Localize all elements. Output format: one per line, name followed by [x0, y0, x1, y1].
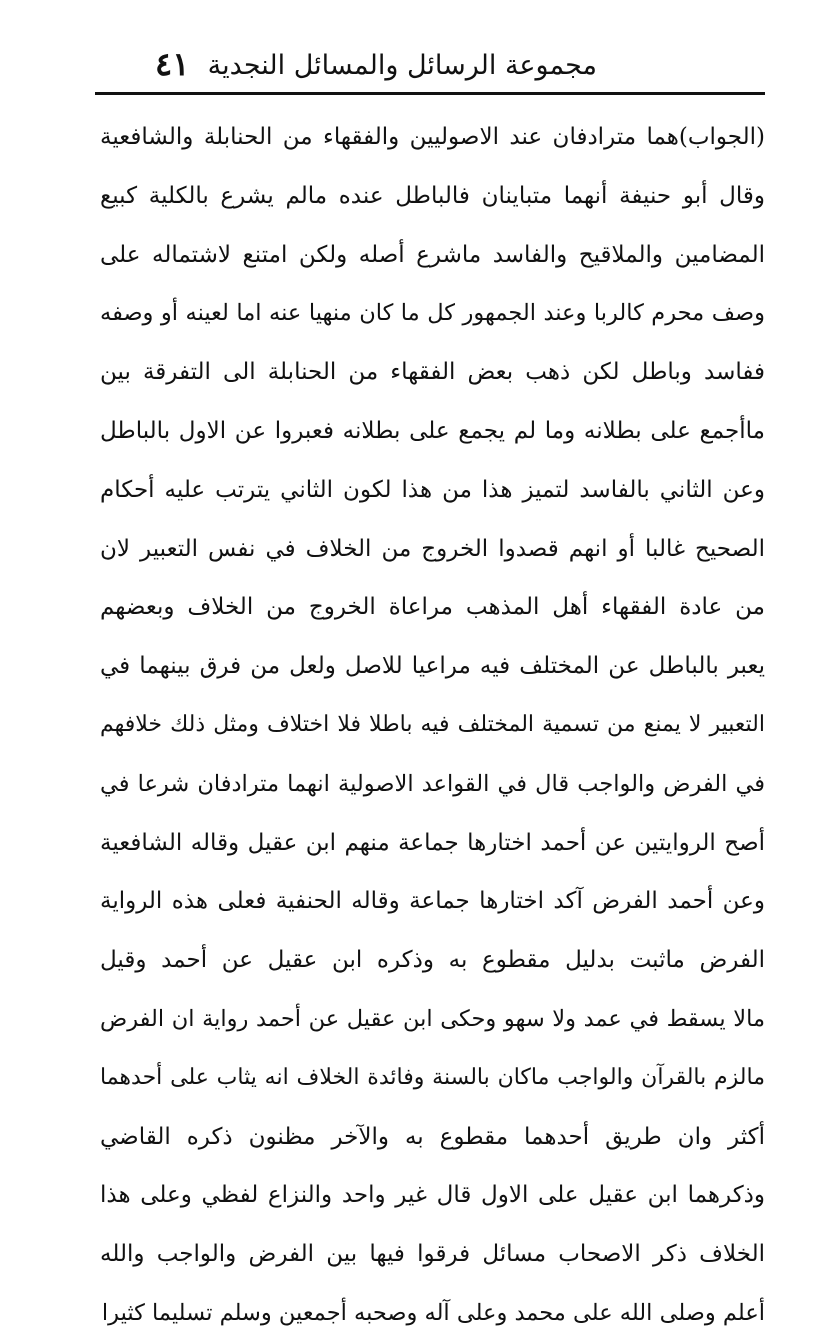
text-line-17: مالزم بالقرآن والواجب ماكان بالسنة وفائدة الخلاف انه يثاب على أحدهما: [100, 1064, 765, 1090]
text-line-10: يعبر بالباطل عن المختلف فيه مراعيا للاصل ولعل من فرق بينهما في: [100, 653, 765, 680]
text-line-16: مالا يسقط في عمد ولا سهو وحكى ابن عقيل عن أحمد رواية ان الفرض: [100, 1005, 765, 1032]
text-line-4: وصف محرم كالربا وعند الجمهور كل ما كان منهيا عنه اما لعينه أو وصفه: [100, 300, 765, 327]
text-line-12: في الفرض والواجب قال في القواعد الاصولية انهما مترادفان شرعا في: [100, 770, 765, 797]
text-line-1: (الجواب)هما مترادفان عند الاصوليين والفقهاء من الحنابلة والشافعية: [100, 124, 765, 150]
text-line-13: أصح الروايتين عن أحمد اختارها جماعة منهم ابن عقيل وقاله الشافعية: [100, 829, 765, 856]
text-line-11: التعبير لا يمنع من تسمية المختلف فيه باطلا فلا اختلاف ومثل ذلك خلافهم: [100, 711, 765, 737]
text-line-19: وذكرهما ابن عقيل على الاول قال غير واحد والنزاع لفظي وعلى هذا: [100, 1182, 765, 1209]
text-line-3: المضامين والملاقيح والفاسد ماشرع أصله ولكن امتنع لاشتماله على: [100, 241, 765, 268]
text-line-21: أعلم وصلى الله على محمد وعلى آله وصحبه أجمعين وسلم تسليما كثيرا: [101, 1299, 765, 1326]
text-line-14: وعن أحمد الفرض آكد اختارها جماعة وقاله الحنفية فعلى هذه الرواية: [100, 888, 765, 915]
running-title: مجموعة الرسائل والمسائل النجدية: [207, 50, 597, 81]
text-line-9: من عادة الفقهاء أهل المذهب مراعاة الخروج من الخلاف وبعضهم: [100, 594, 765, 621]
text-line-7: وعن الثاني بالفاسد لتميز هذا من هذا لكون الثاني يترتب عليه أحكام: [100, 476, 765, 503]
text-line-15: الفرض ماثبت بدليل مقطوع به وذكره ابن عقيل عن أحمد وقيل: [100, 947, 765, 974]
text-line-6: ماأجمع على بطلانه وما لم يجمع على بطلانه فعبروا عن الاول بالباطل: [100, 417, 765, 444]
text-line-2: وقال أبو حنيفة أنهما متباينان فالباطل عنده مالم يشرع بالكلية كبيع: [100, 182, 765, 209]
text-line-18: أكثر وان طريق أحدهما مقطوع به والآخر مظنون ذكره القاضي: [100, 1123, 765, 1150]
text-line-8: الصحيح غالبا أو انهم قصدوا الخروج من الخلاف في نفس التعبير لان: [100, 535, 765, 562]
text-line-20: الخلاف ذكر الاصحاب مسائل فرقوا فيها بين الفرض والواجب والله: [100, 1241, 765, 1268]
header-rule: [95, 92, 765, 95]
page-header: [0, 42, 822, 92]
page-number: ٤١: [155, 45, 190, 83]
body-text: [100, 108, 765, 1343]
text-line-5: ففاسد وباطل لكن ذهب بعض الفقهاء من الحنابلة الى التفرقة بين: [100, 359, 765, 386]
